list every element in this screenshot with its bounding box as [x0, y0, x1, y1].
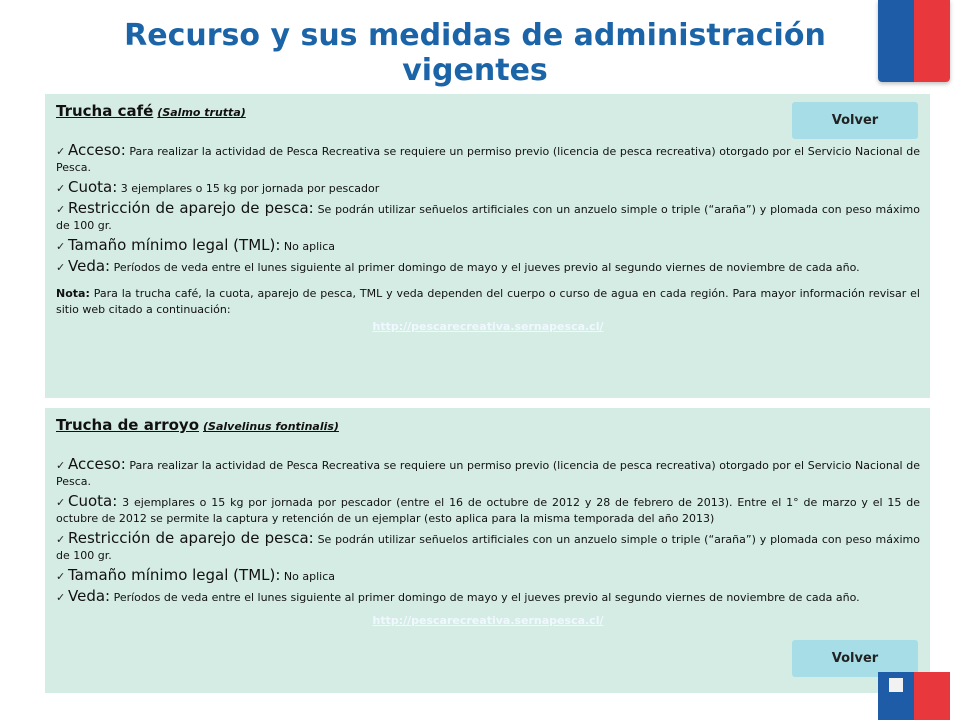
government-logo-bottom — [878, 672, 950, 720]
measure-item-tml — [56, 567, 920, 585]
species-scientific-name: (Salvelinus fontinalis) — [203, 420, 339, 433]
measure-text: Períodos de veda entre el lunes siguiente al primer domingo de mayo y el jueves previo al segundo viernes de noviembre de cada año. — [113, 261, 860, 274]
measure-item-veda — [56, 258, 920, 276]
checkmark-icon: ✓ — [56, 570, 66, 583]
resource-card-trucha-cafe — [45, 94, 930, 398]
measure-item-cuota — [56, 493, 920, 527]
measure-text: 3 ejemplares o 15 kg por jornada por pescador (entre el 16 de octubre de 2012 y 28 de febrero de 2013). Entre el 1° de marzo y el 15 de octubre de 2012 se permite la captura y retención de un ejemplar (esto aplica para la misma temporada del año 2013) — [56, 496, 920, 525]
measure-text: 3 ejemplares o 15 kg por jornada por pescador — [120, 182, 380, 195]
volver-button[interactable]: Volver — [792, 640, 918, 677]
species-heading — [56, 416, 920, 436]
checkmark-icon: ✓ — [56, 182, 66, 195]
checkmark-icon: ✓ — [56, 240, 66, 253]
measure-text: Para realizar la actividad de Pesca Recreativa se requiere un permiso previo (licencia de pesca recreativa) otorgado por el Servicio Nacional de Pesca. — [56, 459, 920, 488]
measure-label: Restricción de aparejo de pesca: — [68, 199, 314, 217]
measure-label: Acceso: — [68, 455, 126, 473]
note-paragraph — [56, 286, 920, 318]
note-label: Nota: — [56, 287, 90, 300]
checkmark-icon: ✓ — [56, 261, 66, 274]
government-logo-top — [878, 0, 950, 82]
flag-red-stripe — [914, 0, 950, 82]
measure-label: Tamaño mínimo legal (TML): — [68, 566, 281, 584]
species-name: Trucha de arroyo — [56, 416, 200, 434]
sernapesca-link[interactable]: http://pescarecreativa.sernapesca.cl/ — [372, 614, 604, 627]
measure-item-acceso — [56, 142, 920, 176]
species-heading — [56, 102, 920, 122]
measure-text: Períodos de veda entre el lunes siguiente al primer domingo de mayo y el jueves previo al segundo viernes de noviembre de cada año. — [113, 591, 860, 604]
measure-text: Se podrán utilizar señuelos artificiales con un anzuelo simple o triple (“araña”) y plomada con peso máximo de 100 gr. — [56, 203, 920, 232]
checkmark-icon: ✓ — [56, 203, 66, 216]
flag-blue-stripe — [878, 0, 914, 82]
measure-label: Tamaño mínimo legal (TML): — [68, 236, 281, 254]
checkmark-icon: ✓ — [56, 496, 66, 509]
measures-list — [56, 142, 920, 276]
measure-label: Acceso: — [68, 141, 126, 159]
flag-star-square — [889, 678, 903, 692]
flag-red-stripe — [914, 672, 950, 720]
measure-text: Se podrán utilizar señuelos artificiales con un anzuelo simple o triple (“araña”) y plomada con peso máximo de 100 gr. — [56, 533, 920, 562]
measure-label: Veda: — [68, 587, 111, 605]
measure-label: Cuota: — [68, 492, 118, 510]
page-title: Recurso y sus medidas de administración vigentes — [124, 18, 826, 88]
note-text: Para la trucha café, la cuota, aparejo de pesca, TML y veda dependen del cuerpo o curso de agua en cada región. Para mayor información revisar el sitio web citado a continuación: — [56, 287, 920, 316]
measure-item-aparejo — [56, 200, 920, 234]
checkmark-icon: ✓ — [56, 145, 66, 158]
measures-list — [56, 456, 920, 606]
species-name: Trucha café — [56, 102, 154, 120]
measure-text: No aplica — [283, 570, 335, 583]
measure-item-aparejo — [56, 530, 920, 564]
measure-label: Cuota: — [68, 178, 118, 196]
measure-item-veda — [56, 588, 920, 606]
measure-label: Restricción de aparejo de pesca: — [68, 529, 314, 547]
measure-item-acceso — [56, 456, 920, 490]
measure-item-tml — [56, 237, 920, 255]
sernapesca-link[interactable]: http://pescarecreativa.sernapesca.cl/ — [372, 320, 604, 333]
measure-item-cuota — [56, 179, 920, 197]
volver-button[interactable]: Volver — [792, 102, 918, 139]
checkmark-icon: ✓ — [56, 591, 66, 604]
checkmark-icon: ✓ — [56, 533, 66, 546]
measure-label: Veda: — [68, 257, 111, 275]
checkmark-icon: ✓ — [56, 459, 66, 472]
measure-text: No aplica — [283, 240, 335, 253]
species-scientific-name: (Salmo trutta) — [157, 106, 246, 119]
measure-text: Para realizar la actividad de Pesca Recreativa se requiere un permiso previo (licencia de pesca recreativa) otorgado por el Servicio Nacional de Pesca. — [56, 145, 920, 174]
